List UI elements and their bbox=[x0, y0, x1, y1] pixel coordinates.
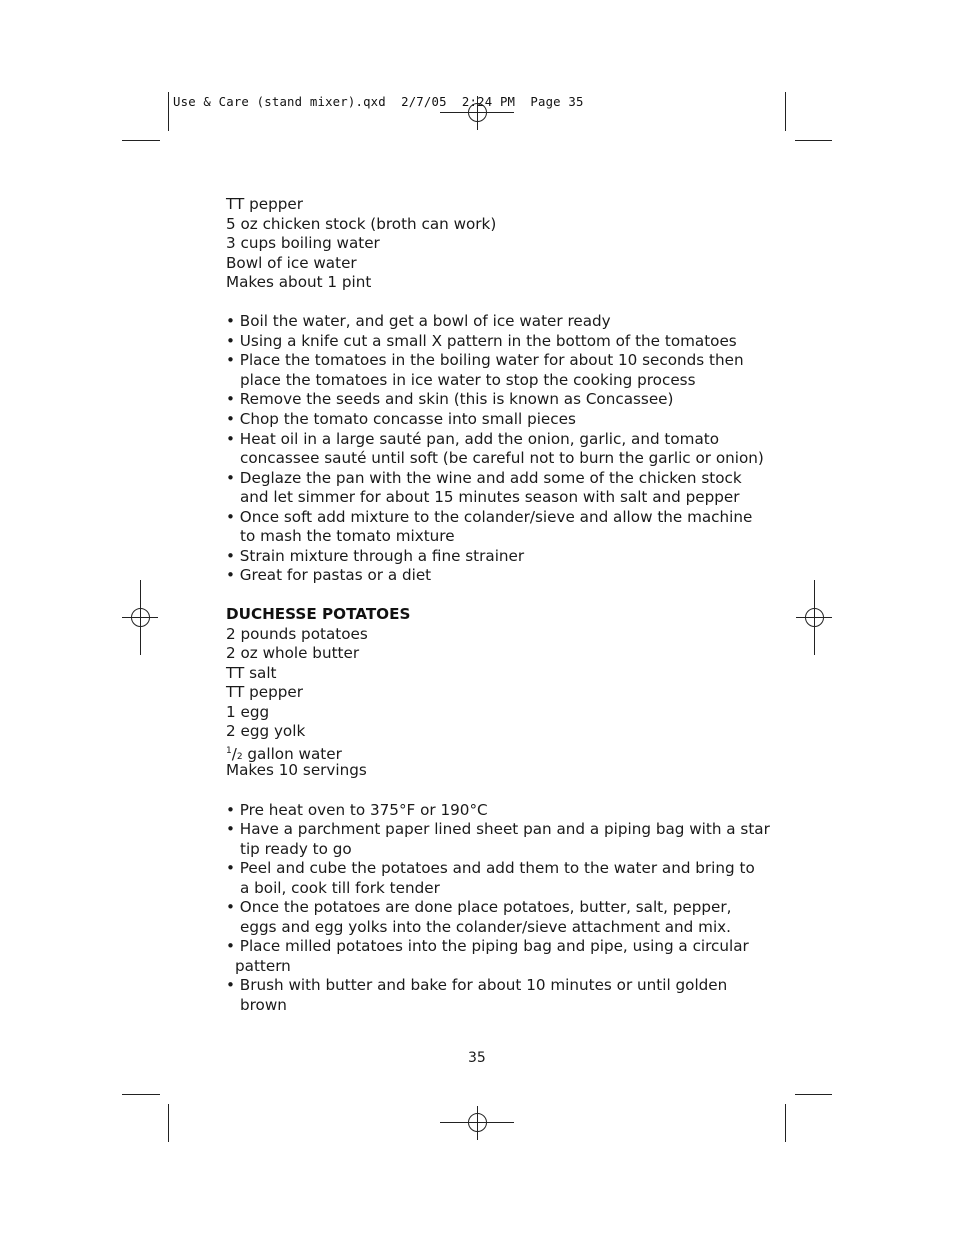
step-line: • Place milled potatoes into the piping bag and pipe, using a circular bbox=[226, 937, 749, 955]
ingredient-line: 1 egg bbox=[226, 703, 270, 721]
water-text: gallon water bbox=[242, 745, 342, 763]
step-line-continued: tip ready to go bbox=[240, 840, 352, 858]
step-line: • Great for pastas or a diet bbox=[226, 566, 432, 584]
yield-line: Makes 10 servings bbox=[226, 761, 367, 779]
ingredient-line: TT pepper bbox=[226, 195, 303, 213]
step-line: • Strain mixture through a fine strainer bbox=[226, 547, 525, 565]
step-line: • Have a parchment paper lined sheet pan and a piping bag with a star bbox=[226, 820, 770, 838]
registration-target-right bbox=[796, 580, 832, 655]
page-number: 35 bbox=[468, 1050, 486, 1066]
ingredient-line: Bowl of ice water bbox=[226, 254, 357, 272]
step-line-continued: eggs and egg yolks into the colander/sieve attachment and mix. bbox=[240, 918, 731, 936]
ingredient-line: 2 egg yolk bbox=[226, 722, 306, 740]
ingredient-line: 2 oz whole butter bbox=[226, 644, 360, 662]
registration-target-left bbox=[122, 580, 158, 655]
step-line: • Once soft add mixture to the colander/sieve and allow the machine bbox=[226, 508, 753, 526]
step-line: • Heat oil in a large sauté pan, add the onion, garlic, and tomato bbox=[226, 430, 720, 448]
step-line-continued: concassee sauté until soft (be careful not to burn the garlic or onion) bbox=[240, 449, 764, 467]
ingredient-line: TT salt bbox=[226, 664, 277, 682]
registration-target-bottom bbox=[440, 1106, 514, 1140]
step-line: • Pre heat oven to 375°F or 190°C bbox=[226, 801, 488, 819]
ingredient-line: 5 oz chicken stock (broth can work) bbox=[226, 215, 497, 233]
step-line: • Brush with butter and bake for about 10 minutes or until golden bbox=[226, 976, 728, 994]
step-line-continued: and let simmer for about 15 minutes season with salt and pepper bbox=[240, 488, 740, 506]
fraction-denominator: 2 bbox=[236, 752, 243, 762]
step-line: • Once the potatoes are done place potatoes, butter, salt, pepper, bbox=[226, 898, 732, 916]
fraction-slash: / bbox=[231, 745, 237, 763]
step-line: • Place the tomatoes in the boiling water for about 10 seconds then bbox=[226, 351, 744, 369]
step-line: • Remove the seeds and skin (this is known as Concassee) bbox=[226, 390, 674, 408]
recipe-title: DUCHESSE POTATOES bbox=[226, 605, 411, 623]
ingredient-line: TT pepper bbox=[226, 683, 303, 701]
step-line: • Boil the water, and get a bowl of ice water ready bbox=[226, 312, 611, 330]
step-line: • Chop the tomato concasse into small pieces bbox=[226, 410, 576, 428]
step-line-continued: place the tomatoes in ice water to stop the cooking process bbox=[240, 371, 696, 389]
step-line: • Deglaze the pan with the wine and add some of the chicken stock bbox=[226, 469, 742, 487]
step-line-continued: brown bbox=[240, 996, 287, 1014]
ingredient-line: 3 cups boiling water bbox=[226, 234, 380, 252]
step-line: • Using a knife cut a small X pattern in the bottom of the tomatoes bbox=[226, 332, 737, 350]
yield-line: Makes about 1 pint bbox=[226, 273, 372, 291]
step-line-continued: to mash the tomato mixture bbox=[240, 527, 455, 545]
step-line: • Peel and cube the potatoes and add them to the water and bring to bbox=[226, 859, 755, 877]
fraction-numerator: 1 bbox=[226, 746, 232, 756]
step-line-continued: a boil, cook till fork tender bbox=[240, 879, 440, 897]
file-slug: Use & Care (stand mixer).qxd 2/7/05 2:24 PM Page 35 bbox=[173, 95, 584, 109]
step-line-continued: pattern bbox=[235, 957, 291, 975]
ingredient-line: 2 pounds potatoes bbox=[226, 625, 368, 643]
